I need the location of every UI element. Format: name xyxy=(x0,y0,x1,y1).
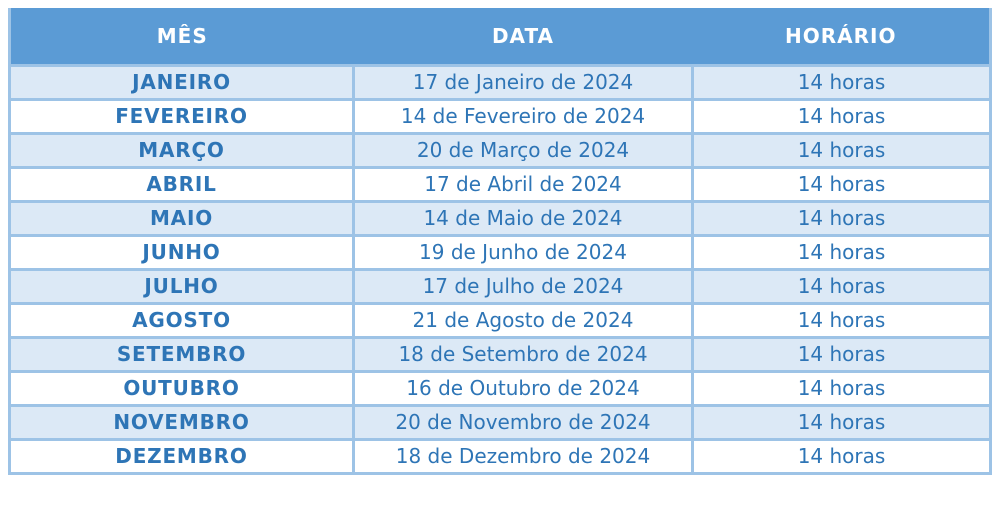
table-row xyxy=(10,337,991,371)
table-header xyxy=(10,8,991,65)
month-cell: JULHO xyxy=(10,269,354,303)
table-row xyxy=(10,371,991,405)
date-cell: 20 de Novembro de 2024 xyxy=(354,405,693,439)
time-cell: 14 horas xyxy=(693,439,991,473)
time-cell: 14 horas xyxy=(693,99,991,133)
month-cell: MAIO xyxy=(10,201,354,235)
month-cell: JANEIRO xyxy=(10,65,354,99)
table-row xyxy=(10,405,991,439)
table-row xyxy=(10,65,991,99)
time-cell: 14 horas xyxy=(693,133,991,167)
month-cell: MARÇO xyxy=(10,133,354,167)
time-cell: 14 horas xyxy=(693,235,991,269)
date-cell: 17 de Julho de 2024 xyxy=(354,269,693,303)
column-header-horario: HORÁRIO xyxy=(693,8,991,65)
date-cell: 16 de Outubro de 2024 xyxy=(354,371,693,405)
time-cell: 14 horas xyxy=(693,303,991,337)
time-cell: 14 horas xyxy=(693,201,991,235)
time-cell: 14 horas xyxy=(693,167,991,201)
table-row xyxy=(10,269,991,303)
month-cell: DEZEMBRO xyxy=(10,439,354,473)
header-row xyxy=(10,8,991,65)
date-cell: 18 de Dezembro de 2024 xyxy=(354,439,693,473)
month-cell: ABRIL xyxy=(10,167,354,201)
table-row xyxy=(10,303,991,337)
date-cell: 20 de Março de 2024 xyxy=(354,133,693,167)
time-cell: 14 horas xyxy=(693,65,991,99)
column-header-mes: MÊS xyxy=(10,8,354,65)
month-cell: OUTUBRO xyxy=(10,371,354,405)
month-cell: AGOSTO xyxy=(10,303,354,337)
column-header-data: DATA xyxy=(354,8,693,65)
date-cell: 17 de Abril de 2024 xyxy=(354,167,693,201)
date-cell: 17 de Janeiro de 2024 xyxy=(354,65,693,99)
table-row xyxy=(10,133,991,167)
time-cell: 14 horas xyxy=(693,371,991,405)
month-cell: NOVEMBRO xyxy=(10,405,354,439)
time-cell: 14 horas xyxy=(693,405,991,439)
table-row xyxy=(10,235,991,269)
month-cell: SETEMBRO xyxy=(10,337,354,371)
time-cell: 14 horas xyxy=(693,269,991,303)
table-row xyxy=(10,439,991,473)
time-cell: 14 horas xyxy=(693,337,991,371)
month-cell: FEVEREIRO xyxy=(10,99,354,133)
schedule-table xyxy=(8,8,992,475)
date-cell: 14 de Fevereiro de 2024 xyxy=(354,99,693,133)
table-row xyxy=(10,201,991,235)
schedule-table-container xyxy=(8,8,992,475)
month-cell: JUNHO xyxy=(10,235,354,269)
date-cell: 14 de Maio de 2024 xyxy=(354,201,693,235)
date-cell: 21 de Agosto de 2024 xyxy=(354,303,693,337)
date-cell: 19 de Junho de 2024 xyxy=(354,235,693,269)
table-row xyxy=(10,99,991,133)
schedule-table-body xyxy=(10,65,991,473)
table-row xyxy=(10,167,991,201)
date-cell: 18 de Setembro de 2024 xyxy=(354,337,693,371)
